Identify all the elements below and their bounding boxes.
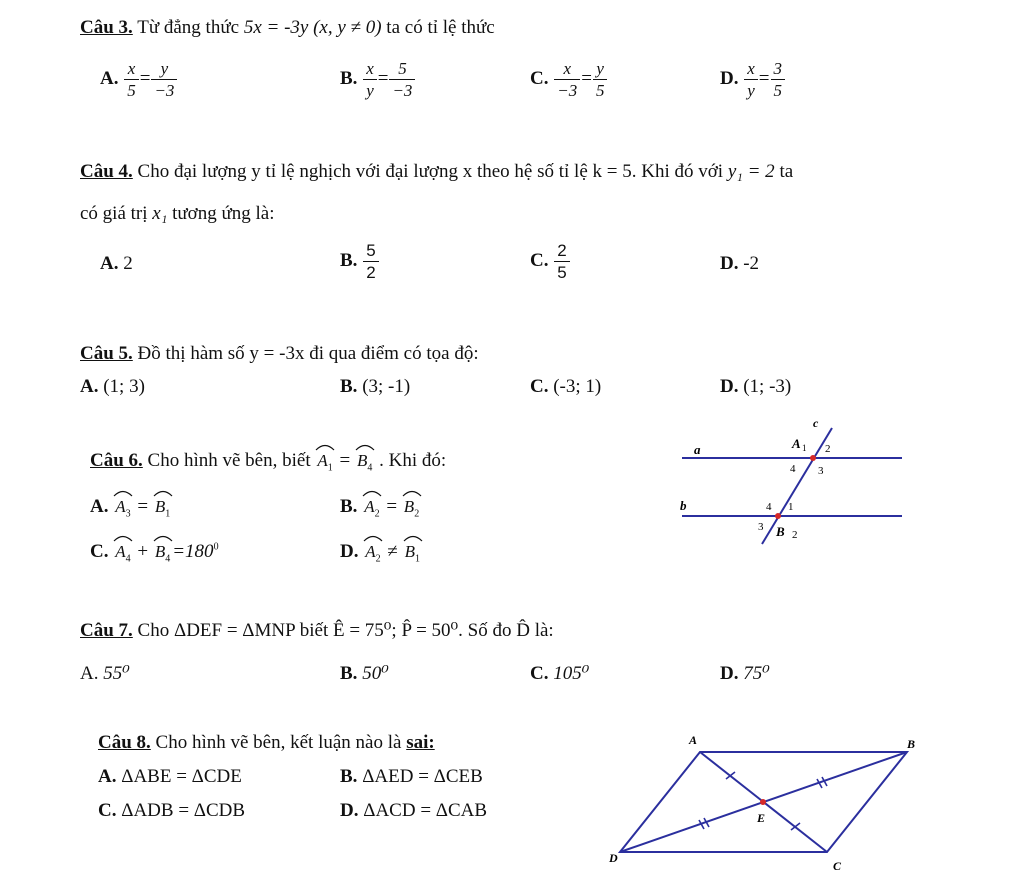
q4-option-b[interactable] <box>340 242 380 281</box>
q5-b-label: B. <box>340 376 358 397</box>
q3-b-num2: 5 <box>398 59 407 78</box>
q5-option-a[interactable] <box>80 377 145 396</box>
q6-d-neq: ≠ <box>387 541 398 562</box>
q3-option-a[interactable] <box>100 60 178 99</box>
q6-stem-pre: Cho hình vẽ bên, biết <box>147 450 311 471</box>
angle-B1 <box>153 498 172 519</box>
q4-cond: y₁ = 2 <box>727 161 775 182</box>
angle-A4 <box>113 543 132 564</box>
angle-B4 <box>355 452 374 473</box>
q8-option-c[interactable] <box>98 801 245 820</box>
q4-stem1-end: ta <box>779 161 794 182</box>
angle-B1d-sub: 1 <box>414 553 420 565</box>
q3-b-den1: y <box>363 79 377 99</box>
angle-B1d-letter: B <box>404 542 415 561</box>
label-A3: 3 <box>818 465 824 477</box>
angle-B4c-letter: B <box>154 542 166 561</box>
q4-a-label: A. <box>100 253 119 274</box>
q7-stem-post: . Số đo <box>458 620 512 641</box>
q3-option-d[interactable] <box>720 60 786 99</box>
q3-c-den1: −3 <box>554 79 580 99</box>
label-B1: 1 <box>788 501 794 513</box>
q3-c-num2: y <box>596 59 604 78</box>
q7-option-c[interactable] <box>530 664 589 683</box>
angle-A2 <box>362 498 381 519</box>
q3-title: Câu 3. <box>80 17 133 38</box>
point-B <box>775 513 781 519</box>
angle-A3-letter: A <box>115 497 126 516</box>
q3-b-num1: x <box>366 59 374 78</box>
q6-figure <box>670 410 910 560</box>
angle-B4-letter: B <box>356 451 368 470</box>
q3-stem-pre: Từ đẳng thức <box>137 17 240 38</box>
q6-stem-eq: = <box>339 450 351 471</box>
angle-A3-sub: 3 <box>125 508 131 520</box>
q6-option-c[interactable] <box>90 542 219 564</box>
point-E <box>760 799 766 805</box>
angle-B4-sub: 4 <box>367 462 373 474</box>
question-4 <box>80 162 793 181</box>
q5-c-label: C. <box>530 376 549 397</box>
q5-d-value: (1; -3) <box>743 376 792 397</box>
label-B: B <box>776 524 785 539</box>
q7-option-d[interactable] <box>720 664 770 683</box>
q6-a-eq: = <box>137 496 149 517</box>
q4-b-label: B. <box>340 249 358 271</box>
angle-B1-d <box>403 543 422 564</box>
q8-d-label: D. <box>340 800 359 821</box>
q8-title: Câu 8. <box>98 732 151 753</box>
q4-option-d[interactable] <box>720 254 759 273</box>
q3-c-eq: = <box>581 67 592 89</box>
label-A-sub: 1 <box>802 443 807 453</box>
q5-stem: Đồ thị hàm số y = -3x đi qua điểm có tọa độ: <box>137 343 479 364</box>
q7-option-a[interactable] <box>80 664 130 683</box>
question-8 <box>98 733 435 752</box>
label-a: a <box>694 442 701 457</box>
label-C: C <box>833 859 842 873</box>
q3-d-label: D. <box>720 67 739 89</box>
q7-d-label: D. <box>720 663 739 684</box>
question-6 <box>90 451 446 473</box>
q3-c-num1: x <box>563 59 571 78</box>
q7-c-label: C. <box>530 663 549 684</box>
q3-equation: 5x = -3y (x, y ≠ 0) <box>243 17 382 38</box>
q3-b-eq: = <box>377 67 389 89</box>
q3-option-c[interactable] <box>530 60 608 99</box>
angle-A2-letter: A <box>364 497 375 516</box>
q4-stem1: Cho đại lượng y tỉ lệ nghịch với đại lượng x theo hệ số tỉ lệ k = 5. Khi đó với <box>137 161 724 182</box>
q8-c-value: ΔADB = ΔCDB <box>121 800 246 821</box>
angle-B2-letter: B <box>403 497 415 516</box>
q7-stem-pre: Cho ΔDEF = ΔMNP biết <box>137 620 329 641</box>
q4-var: x₁ <box>152 203 168 224</box>
q6-option-a[interactable] <box>90 497 172 519</box>
angle-B4c-sub: 4 <box>165 553 171 565</box>
q3-a-den2: −3 <box>151 79 177 99</box>
q5-a-label: A. <box>80 376 99 397</box>
q3-c-label: C. <box>530 67 549 89</box>
q8-c-label: C. <box>98 800 117 821</box>
q6-c-180: =180 <box>172 541 214 562</box>
q7-option-b[interactable] <box>340 664 389 683</box>
q8-option-a[interactable] <box>98 767 242 786</box>
q3-a-label: A. <box>100 67 119 89</box>
q7-a-label: A. <box>80 663 99 684</box>
q7-d-value: 75⁰ <box>743 663 770 684</box>
q8-a-label: A. <box>98 766 117 787</box>
q4-option-c[interactable] <box>530 242 571 281</box>
angle-A2d-letter: A <box>365 542 376 561</box>
q6-a-label: A. <box>90 496 109 517</box>
q8-b-label: B. <box>340 766 358 787</box>
label-D: D <box>609 851 618 865</box>
q8-a-value: ΔABE = ΔCDE <box>121 766 242 787</box>
q6-c-deg: 0 <box>213 541 219 553</box>
angle-A4-sub: 4 <box>125 553 131 565</box>
q3-a-den1: 5 <box>124 79 139 99</box>
q5-option-d[interactable] <box>720 377 791 396</box>
q8-stem-pre: Cho hình vẽ bên, kết luận nào là <box>155 732 402 753</box>
label-B3: 3 <box>758 521 764 533</box>
q5-d-label: D. <box>720 376 739 397</box>
label-E: E <box>757 811 766 825</box>
q3-option-b[interactable] <box>340 60 416 99</box>
q4-b-den: 2 <box>363 261 378 281</box>
angle-A2d-sub: 2 <box>375 553 381 565</box>
q4-c-label: C. <box>530 249 549 271</box>
angle-B1-letter: B <box>154 497 166 516</box>
q6-option-b[interactable] <box>340 497 421 519</box>
q4-d-label: D. <box>720 253 739 274</box>
q7-a-value: 55⁰ <box>103 663 130 684</box>
q3-d-den2: 5 <box>771 79 786 99</box>
q6-b-label: B. <box>340 496 358 517</box>
q6-title: Câu 6. <box>90 450 143 471</box>
q8-figure <box>605 728 930 876</box>
q5-title: Câu 5. <box>80 343 133 364</box>
q3-c-den2: 5 <box>593 79 608 99</box>
q3-a-num1: x <box>127 59 136 78</box>
label-A: A <box>792 436 801 451</box>
q7-target: D̂ <box>516 620 530 641</box>
q4-c-num: 2 <box>557 241 567 260</box>
q8-d-value: ΔACD = ΔCAB <box>363 800 488 821</box>
q7-b-value: 50⁰ <box>362 663 389 684</box>
q6-c-plus: + <box>137 541 149 562</box>
angle-B2-sub: 2 <box>414 508 420 520</box>
q3-d-num1: x <box>747 59 755 78</box>
q3-b-label: B. <box>340 67 358 89</box>
q5-option-b[interactable] <box>340 377 410 396</box>
label-B2: 2 <box>792 529 798 541</box>
q7-c-value: 105⁰ <box>553 663 590 684</box>
q5-b-value: (3; -1) <box>362 376 411 397</box>
q8-option-d[interactable] <box>340 801 487 820</box>
label-A4: 4 <box>790 463 796 475</box>
angle-B1-sub: 1 <box>165 508 171 520</box>
q3-d-num2: 3 <box>773 59 782 78</box>
q4-option-a[interactable] <box>100 254 133 273</box>
q3-stem-post: ta có tỉ lệ thức <box>386 17 495 38</box>
q4-c-den: 5 <box>554 261 569 281</box>
q4-line2 <box>80 204 275 223</box>
label-c: c <box>813 416 819 430</box>
angle-B4-c <box>153 543 172 564</box>
q7-given: Ê = 75⁰; P̂ = 50⁰ <box>332 620 459 641</box>
angle-A3 <box>113 498 132 519</box>
q4-stem2-post: tương ứng là: <box>172 203 275 224</box>
angle-A1 <box>315 452 334 473</box>
q6-b-eq: = <box>386 496 398 517</box>
q8-stem-emph: sai: <box>406 732 435 753</box>
q4-d-value: -2 <box>743 253 760 274</box>
question-7 <box>80 621 554 640</box>
angle-A1-letter: A <box>317 451 328 470</box>
q4-b-num: 5 <box>366 241 376 260</box>
q7-stem-end: là: <box>534 620 554 641</box>
label-A2: 2 <box>825 443 831 455</box>
angle-A1-sub: 1 <box>327 462 333 474</box>
point-A <box>810 455 816 461</box>
q6-stem-post: . Khi đó: <box>379 450 447 471</box>
label-b: b <box>680 498 687 513</box>
q3-a-num2: y <box>160 59 169 78</box>
q6-d-label: D. <box>340 541 359 562</box>
q5-a-value: (1; 3) <box>103 376 145 397</box>
q4-stem2-pre: có giá trị <box>80 203 148 224</box>
label-B: B <box>907 737 916 751</box>
label-B4: 4 <box>766 501 772 513</box>
angle-A2-d <box>363 543 382 564</box>
q6-c-label: C. <box>90 541 109 562</box>
question-3 <box>80 18 495 37</box>
q3-d-den1: y <box>744 79 758 99</box>
q5-c-value: (-3; 1) <box>553 376 602 397</box>
q8-b-value: ΔAED = ΔCEB <box>362 766 483 787</box>
q8-option-b[interactable] <box>340 767 483 786</box>
q7-title: Câu 7. <box>80 620 133 641</box>
angle-B2 <box>402 498 421 519</box>
question-5 <box>80 344 479 363</box>
q5-option-c[interactable] <box>530 377 601 396</box>
q3-b-den2: −3 <box>389 79 415 99</box>
q3-a-eq: = <box>139 67 151 89</box>
q7-b-label: B. <box>340 663 358 684</box>
angle-A4-letter: A <box>115 542 126 561</box>
q4-a-value: 2 <box>123 253 133 274</box>
q6-option-d[interactable] <box>340 542 422 564</box>
angle-A2-sub: 2 <box>374 508 380 520</box>
q3-d-eq: = <box>758 67 770 89</box>
q4-title: Câu 4. <box>80 161 133 182</box>
label-A: A <box>689 733 698 747</box>
